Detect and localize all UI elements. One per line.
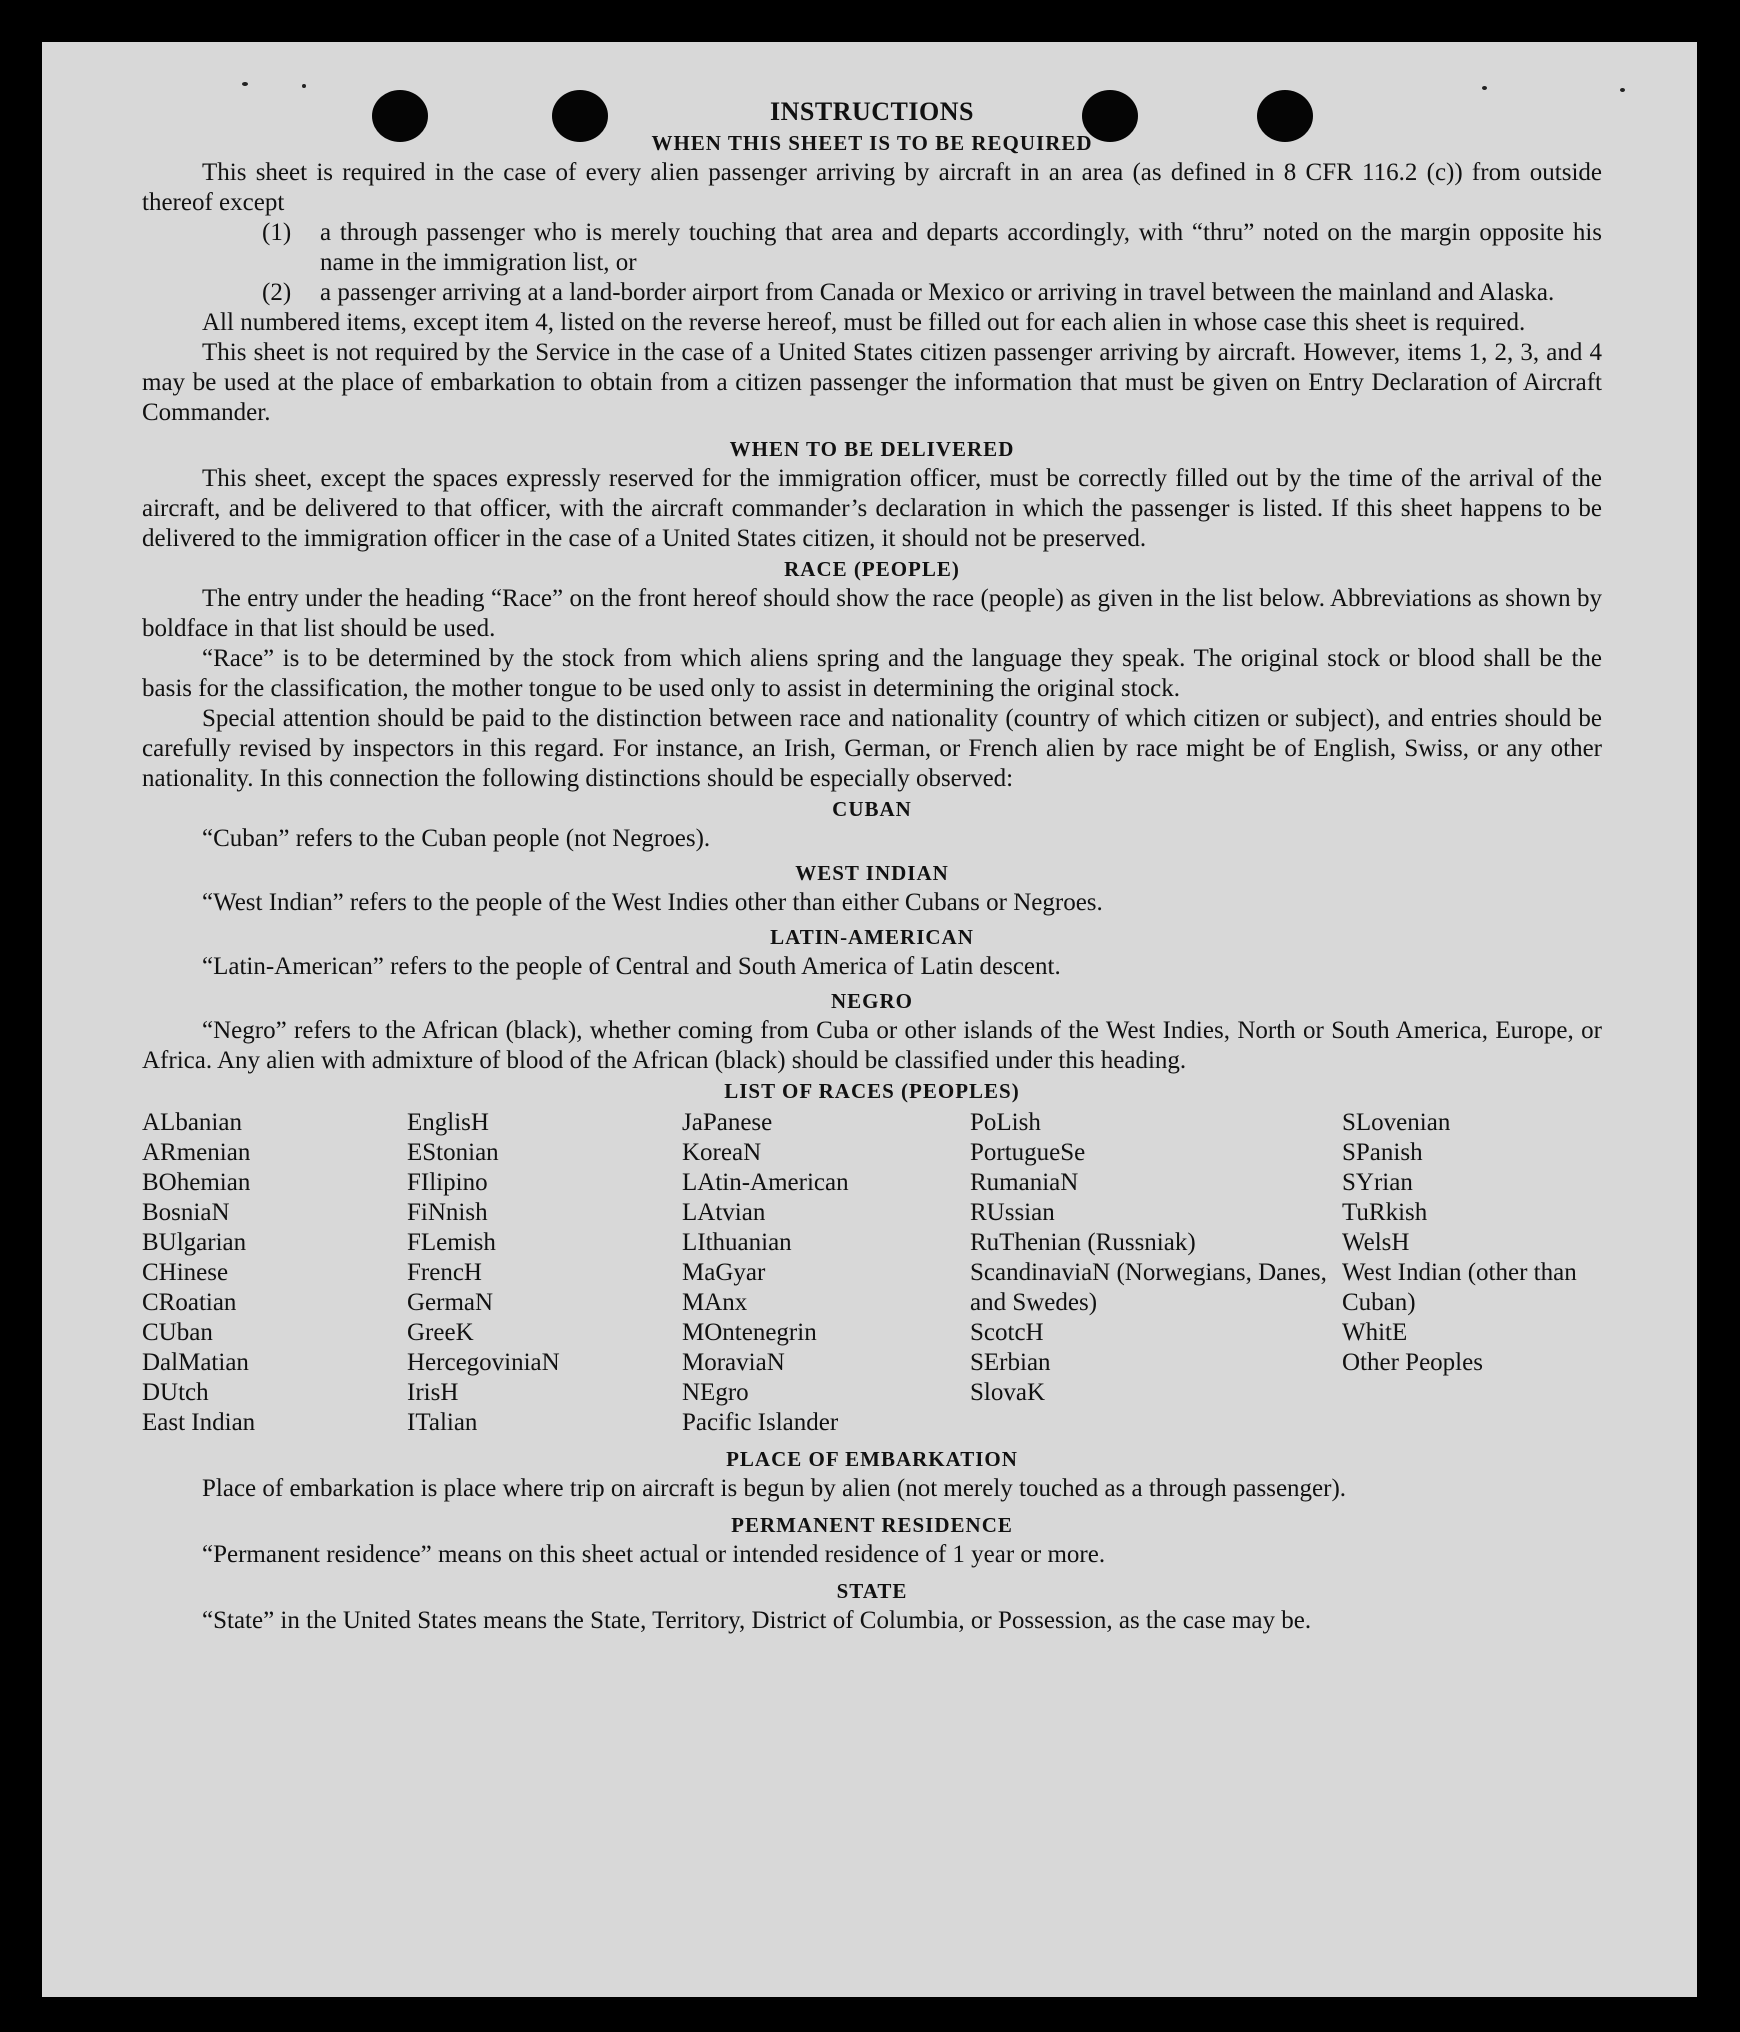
scan-speck xyxy=(1620,88,1625,92)
race-item: GreeK xyxy=(407,1319,474,1346)
races-column xyxy=(407,1108,682,1438)
race-item: RUssian xyxy=(970,1199,1055,1226)
race-item: ScandinaviaN (Norwegians, Danes, and Swedes) xyxy=(970,1259,1327,1316)
paragraph: All numbered items, except item 4, listed on the reverse hereof, must be filled out for each alien in whose case this sheet is required. xyxy=(202,309,1526,336)
race-item: PortugueSe xyxy=(970,1139,1086,1166)
section-heading-when-required: WHEN THIS SHEET IS TO BE REQUIRED xyxy=(651,131,1093,155)
race-item: MoraviaN xyxy=(682,1349,785,1376)
race-item: LAtin-American xyxy=(682,1169,849,1196)
race-item: FrencH xyxy=(407,1259,482,1286)
races-column xyxy=(142,1108,407,1438)
definition-text: “West Indian” refers to the people of the West Indies other than either Cubans or Negroes. xyxy=(202,889,1103,916)
race-item: LAtvian xyxy=(682,1199,766,1226)
race-item: WelsH xyxy=(1342,1229,1410,1256)
race-item: JaPanese xyxy=(682,1109,773,1136)
section-heading-race: RACE (PEOPLE) xyxy=(784,557,960,581)
paragraph: “Race” is to be determined by the stock from which aliens spring and the language they speak. The original stock or blood shall be the basis for the classification, the mother tongue to be used only to assist in determining the original stock. xyxy=(142,645,1602,702)
paragraph: “Negro” refers to the African (black), whether coming from Cuba or other islands of the West Indies, North or South America, Europe, or Africa. Any alien with admixture of blood of the African (black) should be classified under this heading. xyxy=(142,1017,1602,1074)
paragraph: The entry under the heading “Race” on the front hereof should show the race (people) as given in the list below. Abbreviations as shown by boldface in that list should be used. xyxy=(142,585,1602,642)
race-item: Pacific Islander xyxy=(682,1409,839,1436)
race-item: BOhemian xyxy=(142,1169,251,1196)
race-item: LIthuanian xyxy=(682,1229,792,1256)
list-item xyxy=(142,278,1602,308)
race-item: IrisH xyxy=(407,1379,459,1406)
page-title: INSTRUCTIONS xyxy=(770,97,974,126)
race-item: BUlgarian xyxy=(142,1229,247,1256)
race-item: SlovaK xyxy=(970,1379,1045,1406)
scan-speck xyxy=(242,82,248,86)
race-item: KoreaN xyxy=(682,1139,762,1166)
race-item: NEgro xyxy=(682,1379,749,1406)
race-item: PoLish xyxy=(970,1109,1041,1136)
definition-text: “Latin-American” refers to the people of Central and South America of Latin descent. xyxy=(202,953,1061,980)
race-item: SPanish xyxy=(1342,1139,1423,1166)
race-item: ALbanian xyxy=(142,1109,242,1136)
race-item: WhitE xyxy=(1342,1319,1408,1346)
race-item: Other Peoples xyxy=(1342,1349,1483,1376)
paragraph: “State” in the United States means the State, Territory, District of Columbia, or Possession, as the case may be. xyxy=(202,1607,1312,1634)
definition-text: “Permanent residence” means on this sheet actual or intended residence of 1 year or more. xyxy=(202,1541,1106,1568)
scan-speck xyxy=(1482,86,1487,90)
race-item: FLemish xyxy=(407,1229,496,1256)
race-item: RumaniaN xyxy=(970,1169,1079,1196)
item-number: (2) xyxy=(262,279,292,306)
races-column xyxy=(1342,1108,1602,1438)
race-item: EnglisH xyxy=(407,1109,489,1136)
scan-speck xyxy=(302,84,306,88)
race-item: SLovenian xyxy=(1342,1109,1451,1136)
race-item: BosniaN xyxy=(142,1199,230,1226)
item-text: a passenger arriving at a land-border airport from Canada or Mexico or arriving in travel between the mainland and Alaska. xyxy=(320,279,1555,306)
paragraph: This sheet is required in the case of every alien passenger arriving by aircraft in an area (as defined in 8 CFR 116.2 (c)) from outside thereof except xyxy=(142,159,1602,216)
race-item: CRoatian xyxy=(142,1289,237,1316)
race-item: MOntenegrin xyxy=(682,1319,817,1346)
race-item: ScotcH xyxy=(970,1319,1044,1346)
item-text: a through passenger who is merely touching that area and departs accordingly, with “thru” noted on the margin opposite his name in the immigration list, or xyxy=(320,219,1602,276)
race-item: SYrian xyxy=(1342,1169,1413,1196)
race-item: RuThenian (Russniak) xyxy=(970,1229,1196,1256)
race-item: GermaN xyxy=(407,1289,494,1316)
document-page xyxy=(42,42,1697,1997)
race-item: CUban xyxy=(142,1319,213,1346)
section-heading-cuban: CUBAN xyxy=(832,797,912,821)
race-item: HercegoviniaN xyxy=(407,1349,560,1376)
race-item: ITalian xyxy=(407,1409,478,1436)
section-heading-latin-american: LATIN-AMERICAN xyxy=(770,925,974,949)
paragraph: This sheet, except the spaces expressly reserved for the immigration officer, must be correctly filled out by the time of the arrival of the aircraft, and be delivered to that officer, with the aircraft commander’s declaration in which the passenger is listed. If this sheet happens to be delivered to the immigration officer in the case of a United States citizen, it should not be preserved. xyxy=(142,465,1602,552)
race-item: East Indian xyxy=(142,1409,256,1436)
race-item: EStonian xyxy=(407,1139,499,1166)
section-heading-when-delivered: WHEN TO BE DELIVERED xyxy=(729,437,1015,461)
race-item: CHinese xyxy=(142,1259,229,1286)
race-item: DalMatian xyxy=(142,1349,249,1376)
races-list xyxy=(142,1108,1602,1438)
race-item: SErbian xyxy=(970,1349,1051,1376)
paragraph: Special attention should be paid to the distinction between race and nationality (country of which citizen or subject), and entries should be carefully revised by inspectors in this regard. For instance, an Irish, German, or French alien by race might be of English, Swiss, or any other nationality. In this connection the following distinctions should be especially observed: xyxy=(142,705,1602,792)
paragraph: Place of embarkation is place where trip on aircraft is begun by alien (not merely touched as a through passenger). xyxy=(202,1475,1347,1502)
race-item: West Indian (other than Cuban) xyxy=(1342,1259,1577,1316)
paragraph: This sheet is not required by the Service in the case of a United States citizen passenger arriving by aircraft. However, items 1, 2, 3, and 4 may be used at the place of embarkation to obtain from a citizen passenger the information that must be given on Entry Declaration of Aircraft Commander. xyxy=(142,339,1602,426)
race-item: FiNnish xyxy=(407,1199,488,1226)
race-item: MaGyar xyxy=(682,1259,766,1286)
instructions-content xyxy=(142,96,1602,1636)
races-column xyxy=(682,1108,970,1438)
list-item xyxy=(142,218,1602,278)
section-heading-negro: NEGRO xyxy=(830,989,913,1013)
race-item: ARmenian xyxy=(142,1139,251,1166)
definition-text: “Cuban” refers to the Cuban people (not Negroes). xyxy=(202,825,711,852)
section-heading-list-of-races: LIST OF RACES (PEOPLES) xyxy=(724,1079,1020,1103)
section-heading-state: STATE xyxy=(836,1579,908,1603)
race-item: FIlipino xyxy=(407,1169,488,1196)
item-number: (1) xyxy=(262,219,292,246)
section-heading-place-of-embarkation: PLACE OF EMBARKATION xyxy=(726,1447,1018,1471)
race-item: TuRkish xyxy=(1342,1199,1428,1226)
race-item: DUtch xyxy=(142,1379,209,1406)
section-heading-permanent-residence: PERMANENT RESIDENCE xyxy=(731,1513,1013,1537)
section-heading-west-indian: WEST INDIAN xyxy=(795,861,949,885)
races-column xyxy=(970,1108,1342,1438)
race-item: MAnx xyxy=(682,1289,748,1316)
